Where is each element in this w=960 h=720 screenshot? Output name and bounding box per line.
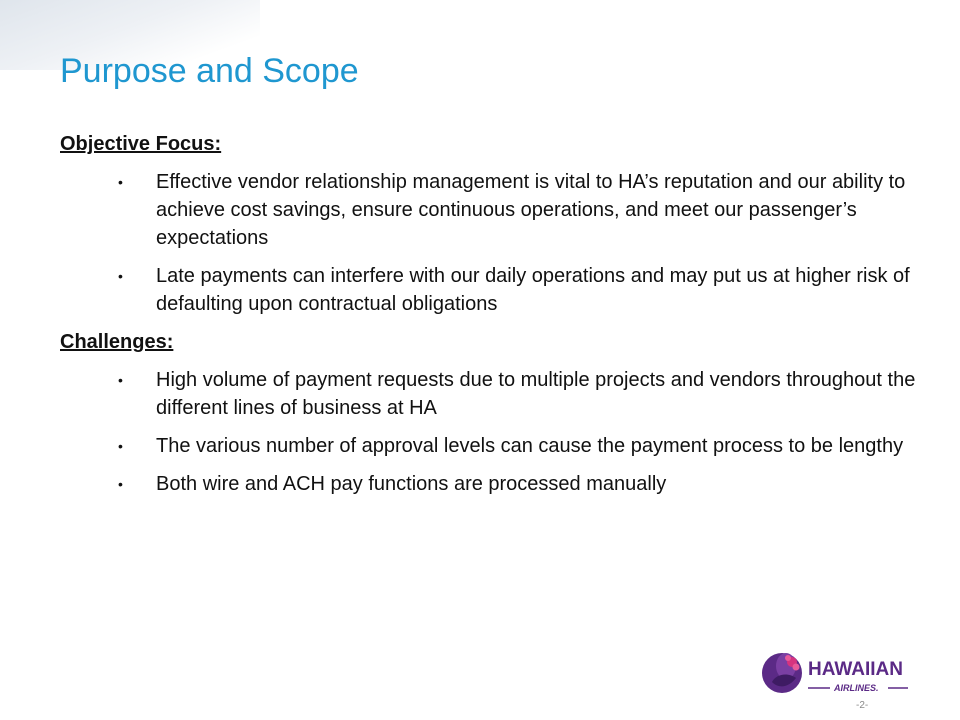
bullet-dot-icon: • [118,174,123,190]
bullet-text: Effective vendor relationship management is vital to HA’s reputation and our ability to achieve cost savings, ensure continuous operations, and meet our passenger’s expectations [156,171,906,249]
bullet-dot-icon: • [118,476,123,492]
objective-bullet-list [60,168,920,318]
bullet-item [60,168,920,252]
pualani-logo-icon [762,653,802,693]
challenges-bullet-list [60,366,920,498]
bullet-item [60,366,920,422]
bullet-text: Both wire and ACH pay functions are processed manually [156,473,667,495]
bullet-item [60,470,920,498]
slide-body [60,130,920,508]
bullet-dot-icon: • [118,438,123,454]
logo-wordmark: HAWAIIAN [808,659,903,680]
bullet-text: Late payments can interfere with our daily operations and may put us at higher risk of defaulting upon contractual obligations [156,265,910,315]
bullet-item [60,262,920,318]
section-heading-objective: Objective Focus: [60,133,222,155]
bullet-text: High volume of payment requests due to multiple projects and vendors throughout the different lines of business at HA [156,369,916,419]
bullet-dot-icon: • [118,372,123,388]
logo-subtext: AIRLINES. [834,683,879,693]
hawaiian-airlines-logo [758,648,938,698]
slide-title: Purpose and Scope [60,52,359,90]
bullet-text: The various number of approval levels can cause the payment process to be lengthy [156,435,904,457]
bullet-item [60,432,920,460]
section-heading-challenges: Challenges: [60,331,174,353]
bullet-dot-icon: • [118,268,123,284]
page-number: -2- [856,700,869,711]
